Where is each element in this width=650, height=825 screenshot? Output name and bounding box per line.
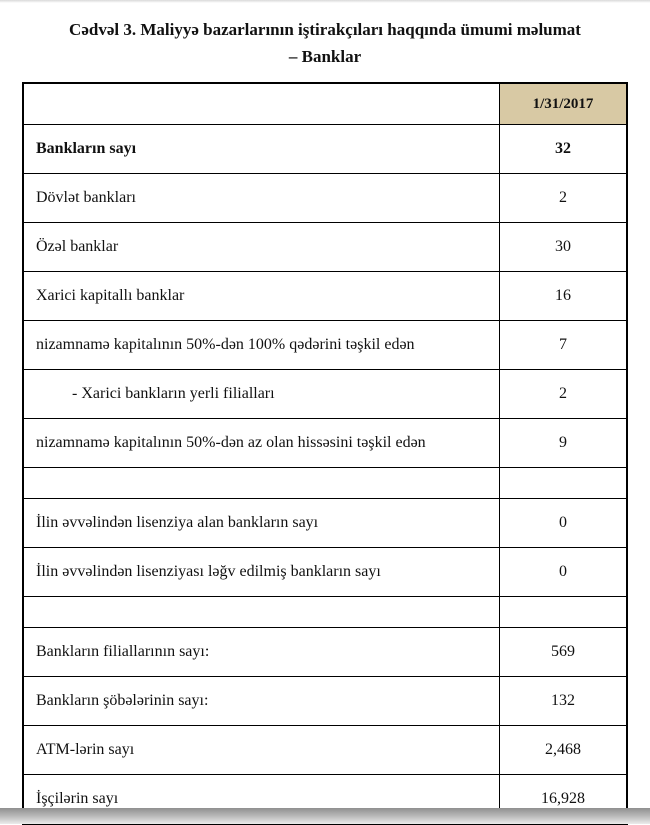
row-value: 16 <box>500 272 628 321</box>
row-label: Bankların filiallarının sayı: <box>23 628 500 677</box>
table-spacer-row <box>23 597 627 628</box>
table-row <box>23 419 627 468</box>
row-value: 2 <box>500 370 628 419</box>
header-date-cell: 1/31/2017 <box>500 83 628 125</box>
page-top-edge <box>0 0 650 3</box>
table-row <box>23 628 627 677</box>
table-title <box>22 16 628 70</box>
row-label: Bankların sayı <box>23 125 500 174</box>
table-title-line1: Cədvəl 3. Maliyyə bazarlarının iştirakçıları haqqında ümumi məlumat <box>69 20 581 39</box>
row-value <box>500 597 628 628</box>
row-value: 7 <box>500 321 628 370</box>
banks-table <box>22 82 628 825</box>
table-row <box>23 726 627 775</box>
table-title-line2: – Banklar <box>288 47 362 67</box>
row-label: Özəl banklar <box>23 223 500 272</box>
row-label <box>23 468 500 499</box>
table-spacer-row <box>23 468 627 499</box>
table-row <box>23 548 627 597</box>
row-label: Dövlət bankları <box>23 174 500 223</box>
row-value <box>500 468 628 499</box>
row-label: İşçilərin sayı <box>23 775 500 825</box>
page-bottom-shadow <box>0 808 650 824</box>
row-value: 16,928 <box>500 775 628 825</box>
row-label: - Xarici bankların yerli filialları <box>23 370 500 419</box>
row-value: 0 <box>500 499 628 548</box>
table-row <box>23 499 627 548</box>
row-label: ATM-lərin sayı <box>23 726 500 775</box>
row-value: 2 <box>500 174 628 223</box>
header-empty-cell <box>23 83 500 125</box>
row-label: nizamnamə kapitalının 50%-dən 100% qədərini təşkil edən <box>23 321 500 370</box>
table-header-row <box>23 83 627 125</box>
row-value: 9 <box>500 419 628 468</box>
table-row <box>23 370 627 419</box>
row-value: 132 <box>500 677 628 726</box>
table-row <box>23 677 627 726</box>
row-label: Xarici kapitallı banklar <box>23 272 500 321</box>
row-label: Bankların şöbələrinin sayı: <box>23 677 500 726</box>
table-row <box>23 272 627 321</box>
row-value: 30 <box>500 223 628 272</box>
row-value: 0 <box>500 548 628 597</box>
row-value: 2,468 <box>500 726 628 775</box>
row-label: İlin əvvəlindən lisenziya alan bankların sayı <box>23 499 500 548</box>
table-row <box>23 223 627 272</box>
table-row <box>23 125 627 174</box>
row-label <box>23 597 500 628</box>
row-label: İlin əvvəlindən lisenziyası ləğv edilmiş bankların sayı <box>23 548 500 597</box>
row-label: nizamnamə kapitalının 50%-dən az olan hissəsini təşkil edən <box>23 419 500 468</box>
table-row <box>23 321 627 370</box>
row-value: 569 <box>500 628 628 677</box>
table-row <box>23 174 627 223</box>
row-value: 32 <box>500 125 628 174</box>
